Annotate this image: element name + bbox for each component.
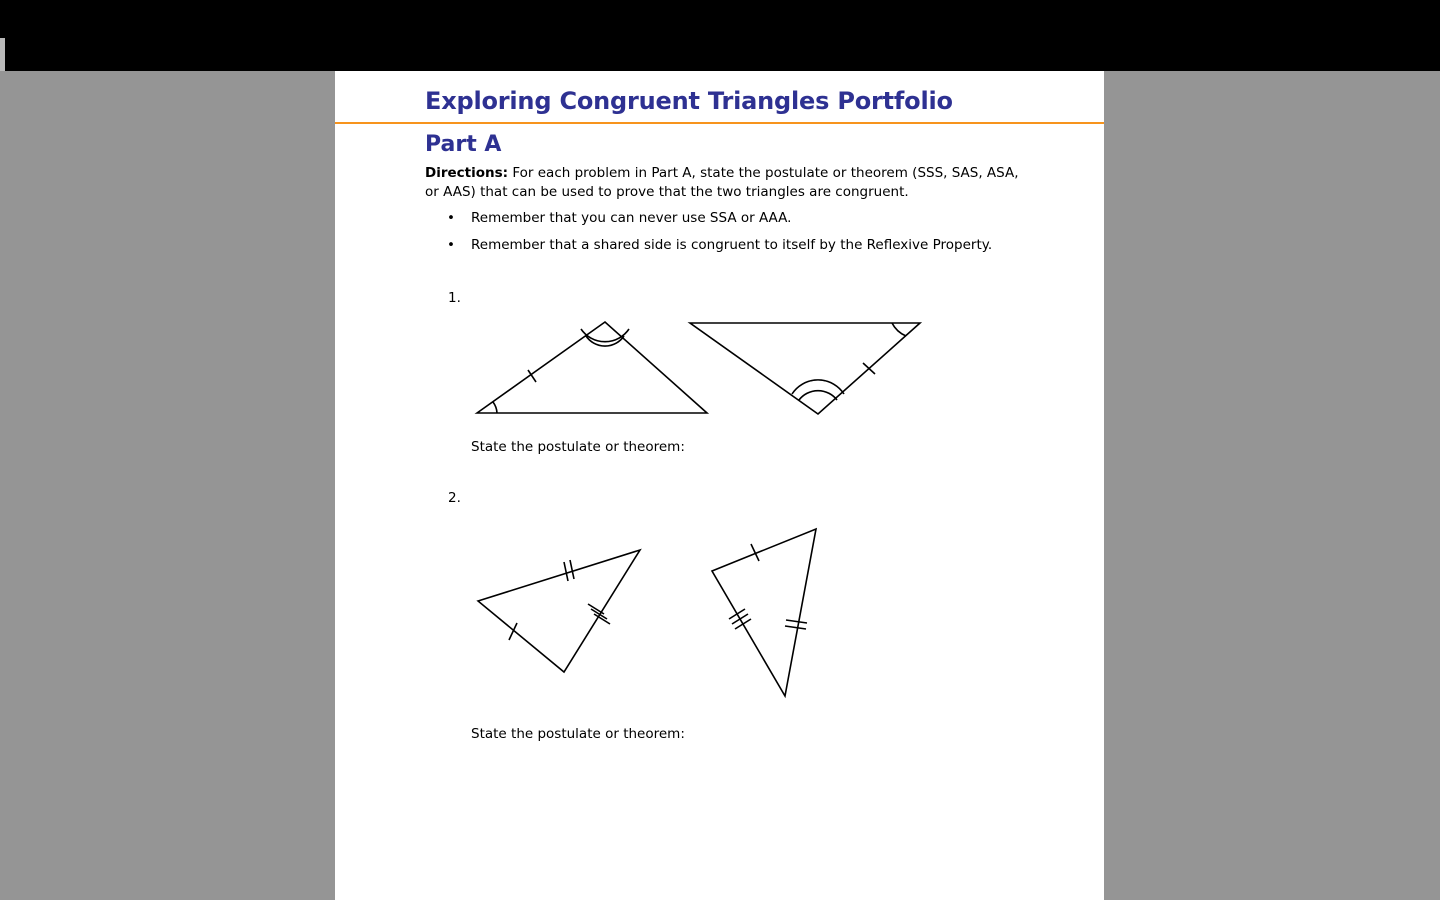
directions-label: Directions: (425, 165, 509, 181)
bullet-icon: • (447, 210, 455, 226)
reminder-text: Remember that you can never use SSA or AAA. (471, 210, 792, 226)
problem-2-number: 2. (448, 490, 461, 506)
problem-2-triangle-right (712, 529, 816, 696)
document-title: Exploring Congruent Triangles Portfolio (425, 87, 953, 115)
problem-1-prompt: State the postulate or theorem: (471, 439, 685, 455)
problem-1-triangle-right (690, 323, 920, 414)
document-page[interactable] (335, 71, 1104, 900)
triangle-figures (335, 71, 1104, 900)
reminder-text: Remember that a shared side is congruent to itself by the Reflexive Property. (471, 237, 993, 253)
directions-text: For each problem in Part A, state the postulate or theorem (SSS, SAS, ASA, or AAS) that can be used to prove that the two triangles are congruent. (425, 165, 1019, 200)
problem-1-number: 1. (448, 290, 461, 306)
toolbar-edge (0, 38, 5, 71)
problem-2-prompt: State the postulate or theorem: (471, 726, 685, 742)
part-title: Part A (425, 132, 502, 157)
bullet-icon: • (447, 237, 455, 253)
problem-1-triangle-left (477, 322, 707, 413)
problem-2-triangle-left (478, 550, 640, 672)
viewer-toolbar (0, 0, 1440, 71)
